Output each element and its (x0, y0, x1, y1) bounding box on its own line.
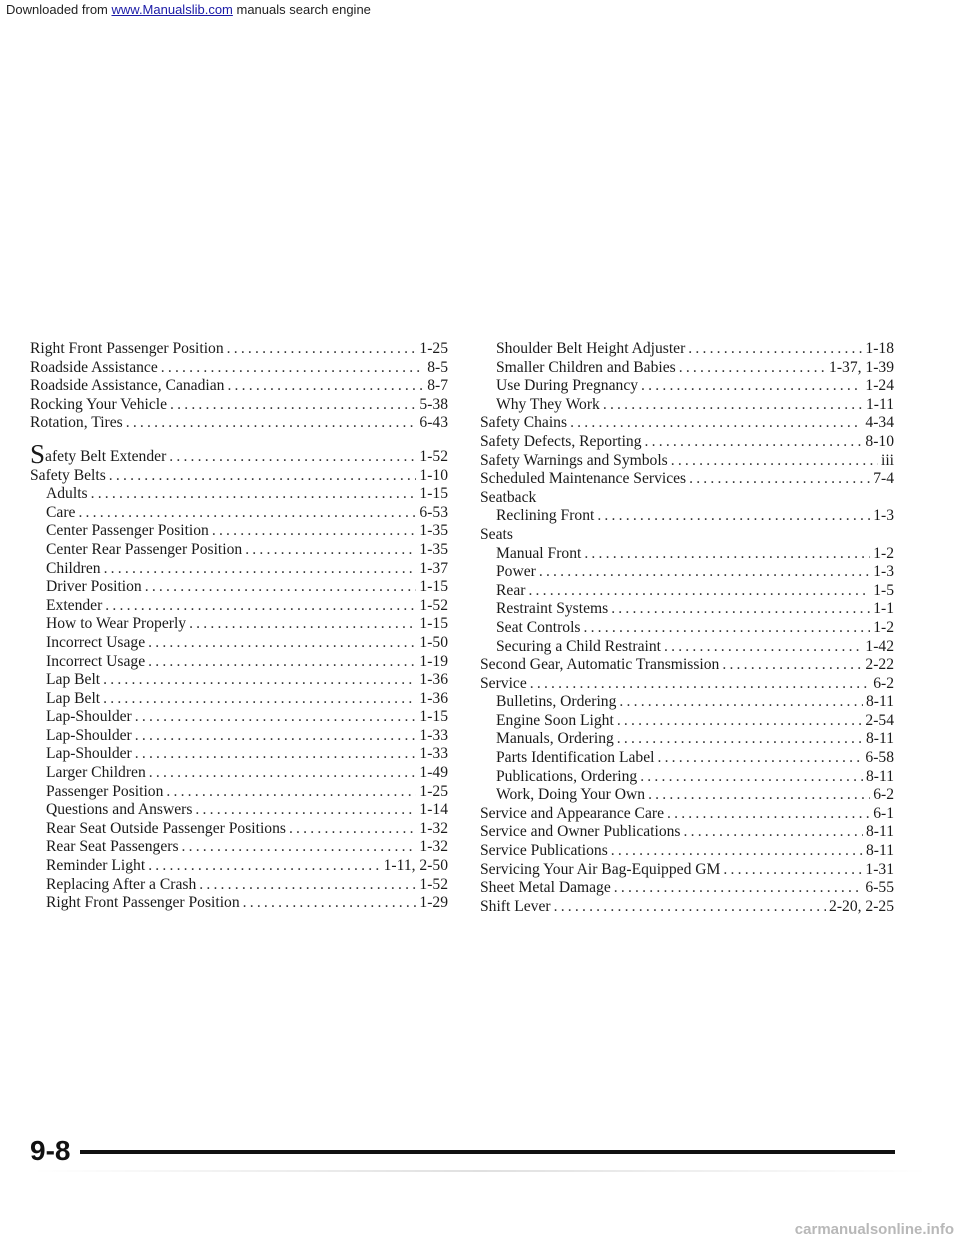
index-entry-label: Right Front Passenger Position (30, 340, 224, 357)
index-entry-page: 1-42 (865, 637, 894, 655)
index-entry-page: 1-15 (419, 615, 448, 633)
index-entry (480, 433, 894, 452)
index-entry-page: 1-15 (419, 708, 448, 726)
index-entry-label: Bulletins, Ordering (496, 693, 617, 711)
index-entry-page: 8-11 (865, 767, 894, 785)
index-entry-page: 1-52 (419, 447, 448, 465)
dot-leader (109, 467, 417, 486)
index-entry (480, 823, 894, 842)
index-entry-page: 1-2 (873, 544, 894, 562)
index-entry-label: Lap-Shoulder (46, 708, 132, 726)
index-entry-page: 1-49 (419, 764, 448, 782)
section-gap (30, 433, 448, 445)
dot-leader (617, 712, 863, 731)
index-entry (30, 445, 448, 467)
index-entry-label: How to Wear Properly (46, 615, 187, 633)
index-entry-label: Reminder Light (46, 857, 146, 875)
index-entry-page: 1-10 (419, 466, 448, 484)
footer-divider-shadow (30, 1170, 930, 1172)
index-entry (480, 842, 894, 861)
index-entry (30, 504, 448, 523)
index-entry-label: Extender (46, 596, 103, 614)
index-entry-label: Seats (480, 525, 513, 543)
dot-leader (103, 671, 416, 690)
index-entry-page: 6-1 (873, 804, 894, 822)
dot-leader (570, 414, 862, 433)
index-entry (480, 582, 894, 601)
section-initial-letter: S (30, 444, 46, 467)
index-entry (30, 876, 448, 895)
index-entry-page: 1-37 (419, 559, 448, 577)
index-entry (30, 783, 448, 802)
index-entry-label: Passenger Position (46, 782, 164, 800)
index-entry-page: 2-54 (865, 711, 894, 729)
index-entry-page: 1-5 (873, 581, 894, 599)
dot-leader (667, 805, 870, 824)
index-entry (480, 693, 894, 712)
index-entry-label: Securing a Child Restraint (496, 637, 662, 655)
index-entry-label: Roadside Assistance, Canadian (30, 377, 225, 395)
index-entry-label: Questions and Answers (46, 801, 193, 819)
index-entry (480, 730, 894, 749)
index-entry-label: Use During Pregnancy (496, 377, 639, 395)
index-entry (30, 597, 448, 616)
index-entry-page: 1-3 (873, 507, 894, 525)
index-entry-label: Lap-Shoulder (46, 726, 132, 744)
index-entry-label: Service Publications (480, 842, 608, 860)
index-entry-label: Safety Belts (30, 466, 106, 484)
index-entry-page: 8-11 (865, 693, 894, 711)
dot-leader (243, 894, 417, 913)
index-entry-label: Servicing Your Air Bag-Equipped GM (480, 860, 721, 878)
index-entry (30, 578, 448, 597)
index-entry-label: Smaller Children and Babies (496, 358, 676, 376)
dot-leader (212, 522, 417, 541)
index-entry-label: Adults (46, 485, 88, 503)
index-entry-page: 6-2 (873, 674, 894, 692)
index-entry-page: 1-2 (873, 618, 894, 636)
dot-leader (723, 861, 862, 880)
index-entry (480, 507, 894, 526)
index-entry (480, 526, 894, 545)
dot-leader (189, 615, 416, 634)
dot-leader (148, 857, 380, 876)
index-entry-label: Safety Chains (480, 414, 568, 432)
index-entry-label: Work, Doing Your Own (496, 786, 646, 804)
dot-leader (611, 600, 870, 619)
index-entry-page: 1-33 (419, 726, 448, 744)
index-entry-page: 7-4 (873, 470, 894, 488)
dot-leader (603, 396, 863, 415)
dot-leader (583, 619, 870, 638)
index-entry-label: Care (46, 503, 76, 521)
index-entry-label: Why They Work (496, 395, 600, 413)
index-entry-page: iii (881, 451, 894, 469)
index-entry-label: Engine Soon Light (496, 711, 614, 729)
index-entry (480, 786, 894, 805)
index-entry (30, 541, 448, 560)
dot-leader (684, 823, 863, 842)
dot-leader (170, 396, 416, 415)
index-entry (480, 749, 894, 768)
index-entry-label: Incorrect Usage (46, 633, 146, 651)
index-entry-label: Service and Appearance Care (480, 804, 664, 822)
index-entry (30, 764, 448, 783)
index-entry-label: Service (480, 674, 527, 692)
index-entry (30, 396, 448, 415)
index-entry-page: 1-25 (419, 782, 448, 800)
index-entry-label: Rear Seat Passengers (46, 838, 179, 856)
index-entry-label: Manuals, Ordering (496, 730, 614, 748)
dot-leader (528, 582, 870, 601)
dot-leader (161, 359, 424, 378)
index-entry (480, 768, 894, 787)
index-entry (480, 675, 894, 694)
index-entry-page: 1-19 (419, 652, 448, 670)
dot-leader (126, 414, 417, 433)
dot-leader (105, 597, 416, 616)
dot-leader (617, 730, 863, 749)
dot-leader (104, 560, 417, 579)
index-column-right (480, 340, 894, 916)
index-entry-page: 1-32 (419, 819, 448, 837)
watermark-text: carmanualsonline.info (794, 1221, 954, 1238)
index-entry-page: 4-34 (865, 414, 894, 432)
dot-leader (245, 541, 416, 560)
dot-leader (539, 563, 870, 582)
index-entry-label: Seatback (480, 488, 537, 506)
dot-leader (597, 507, 870, 526)
index-entry-page: 1-25 (419, 340, 448, 357)
index-entry-page: 2-20, 2-25 (829, 897, 894, 915)
index-entry (480, 879, 894, 898)
index-entry-page: 1-11, 2-50 (383, 857, 448, 875)
index-entry-page: 6-43 (419, 414, 448, 432)
index-entry-page: 1-1 (873, 600, 894, 618)
index-entry (30, 727, 448, 746)
dot-leader (648, 786, 870, 805)
index-entry-label: Scheduled Maintenance Services (480, 470, 687, 488)
index-entry-page: 8-10 (865, 432, 894, 450)
dot-leader (135, 745, 417, 764)
index-entry-label: Second Gear, Automatic Transmission (480, 656, 720, 674)
index-entry (30, 359, 448, 378)
index-entry (30, 414, 448, 433)
index-entry-label: Parts Identification Label (496, 749, 655, 767)
dot-leader (169, 448, 416, 467)
dot-leader (640, 768, 863, 787)
index-entry (480, 396, 894, 415)
dot-leader (227, 377, 424, 396)
index-entry (30, 485, 448, 504)
index-entry-page: 8-5 (427, 358, 448, 376)
dot-leader (289, 820, 416, 839)
index-entry (30, 894, 448, 913)
index-entry-label: Shoulder Belt Height Adjuster (496, 340, 686, 357)
index-entry (30, 653, 448, 672)
index-entry-page: 1-36 (419, 689, 448, 707)
index-entry-label: Rotation, Tires (30, 414, 123, 432)
dot-leader (611, 842, 863, 861)
dot-leader (195, 801, 416, 820)
manualslib-link[interactable]: www.Manualslib.com (111, 2, 233, 17)
index-entry-page: 1-11 (865, 395, 894, 413)
header-suffix: manuals search engine (232, 2, 371, 17)
index-entry (480, 656, 894, 675)
index-entry-page: 8-11 (865, 730, 894, 748)
index-entry-label: Seat Controls (496, 618, 581, 636)
index-entry-label: Sheet Metal Damage (480, 879, 611, 897)
index-entry-page: 1-36 (419, 671, 448, 689)
index-entry (30, 708, 448, 727)
dot-leader (148, 634, 416, 653)
index-entry-page: 8-11 (865, 842, 894, 860)
dot-leader (91, 485, 417, 504)
dot-leader (135, 727, 417, 746)
index-entry-page: 1-50 (419, 633, 448, 651)
index-entry-page: 2-22 (865, 656, 894, 674)
index-entry (30, 522, 448, 541)
index-entry (30, 801, 448, 820)
index-entry (480, 340, 894, 359)
dot-leader (199, 876, 416, 895)
index-entry (30, 671, 448, 690)
index-entry-label: Reclining Front (496, 507, 595, 525)
index-entry-label: Service and Owner Publications (480, 823, 681, 841)
index-entry (480, 359, 894, 378)
index-entry-label: Power (496, 563, 536, 581)
dot-leader (688, 340, 862, 359)
index-entry (480, 861, 894, 880)
index-entry (480, 712, 894, 731)
index-entry-page: 6-53 (419, 503, 448, 521)
index-entry-page: 1-31 (865, 860, 894, 878)
dot-leader (135, 708, 417, 727)
index-entry (30, 377, 448, 396)
index-entry-label: Lap-Shoulder (46, 745, 132, 763)
dot-leader (584, 545, 870, 564)
index-entry (480, 563, 894, 582)
index-entry-page: 6-58 (865, 749, 894, 767)
index-entry-page: 1-14 (419, 801, 448, 819)
index-entry-page: 1-15 (419, 578, 448, 596)
index-entry (30, 560, 448, 579)
index-entry-label: Roadside Assistance (30, 358, 158, 376)
index-entry-label: Children (46, 559, 101, 577)
index-entry (480, 805, 894, 824)
dot-leader (657, 749, 862, 768)
download-header (6, 2, 371, 17)
index-entry-page: 1-33 (419, 745, 448, 763)
index-entry-page: 1-52 (419, 596, 448, 614)
dot-leader (614, 879, 863, 898)
index-entry-label: Rear Seat Outside Passenger Positions (46, 819, 286, 837)
dot-leader (679, 359, 826, 378)
index-entry-label: Rocking Your Vehicle (30, 395, 168, 413)
index-entry (480, 898, 894, 917)
index-entry-page: 1-18 (865, 340, 894, 357)
index-entry-page: 1-35 (419, 540, 448, 558)
index-entry (480, 619, 894, 638)
index-entry-page: 1-35 (419, 522, 448, 540)
header-prefix: Downloaded from (6, 2, 112, 17)
index-entry (480, 452, 894, 471)
index-entry-label: Right Front Passenger Position (46, 894, 240, 912)
dot-leader (227, 340, 417, 359)
index-entry-page: 1-29 (419, 894, 448, 912)
index-entry-label: Center Rear Passenger Position (46, 540, 243, 558)
index-entry (480, 414, 894, 433)
index-entry-label: Replacing After a Crash (46, 875, 197, 893)
index-entry (30, 745, 448, 764)
index-entry (30, 634, 448, 653)
dot-leader (641, 377, 862, 396)
index-entry-label: Manual Front (496, 544, 582, 562)
index-entry-page: 1-37, 1-39 (829, 358, 894, 376)
dot-leader (671, 452, 878, 471)
dot-leader (722, 656, 862, 675)
index-entry-page: 1-24 (865, 377, 894, 395)
dot-leader (645, 433, 863, 452)
index-entry (480, 489, 894, 508)
index-entry-label: Restraint Systems (496, 600, 609, 618)
dot-leader (149, 764, 417, 783)
index-entry-label: Incorrect Usage (46, 652, 146, 670)
dot-leader (103, 690, 416, 709)
dot-leader (619, 693, 863, 712)
dot-leader (148, 653, 416, 672)
index-entry (480, 545, 894, 564)
index-entry (480, 600, 894, 619)
dot-leader (664, 638, 862, 657)
footer-rule (80, 1150, 895, 1154)
index-entry-page: 5-38 (419, 395, 448, 413)
index-entry-page: 1-15 (419, 485, 448, 503)
index-entry-label (30, 445, 166, 467)
index-entry-page: 8-7 (427, 377, 448, 395)
dot-leader (182, 838, 417, 857)
index-entry-label: Rear (496, 581, 526, 599)
dot-leader (145, 578, 417, 597)
index-entry-label: Shift Lever (480, 897, 551, 915)
index-entry (30, 838, 448, 857)
index-entry-page: 1-3 (873, 563, 894, 581)
index-entry-label: Driver Position (46, 578, 142, 596)
index-entry-label-rest: afety Belt Extender (45, 447, 167, 465)
index-entry-label: Safety Defects, Reporting (480, 432, 642, 450)
dot-leader (554, 898, 826, 917)
index-entry (30, 340, 448, 359)
index-entry (30, 690, 448, 709)
page-number: 9-8 (30, 1135, 71, 1166)
index-entry-label: Safety Warnings and Symbols (480, 451, 668, 469)
dot-leader (689, 470, 870, 489)
index-entry (30, 615, 448, 634)
dot-leader (530, 675, 870, 694)
index-entry-label: Publications, Ordering (496, 767, 638, 785)
dot-leader (166, 783, 416, 802)
index-entry (30, 820, 448, 839)
index-entry-page: 1-52 (419, 875, 448, 893)
index-entry-page: 1-32 (419, 838, 448, 856)
index-entry-label: Lap Belt (46, 689, 101, 707)
dot-leader (78, 504, 416, 523)
index-entry (480, 470, 894, 489)
index-entry-label: Center Passenger Position (46, 522, 209, 540)
index-column-left (30, 340, 448, 913)
index-entry (30, 857, 448, 876)
index-entry-label: Lap Belt (46, 671, 101, 689)
index-entry-label: Larger Children (46, 764, 146, 782)
index-entry (480, 638, 894, 657)
index-entry (480, 377, 894, 396)
index-entry-page: 6-55 (865, 879, 894, 897)
index-entry-page: 6-2 (873, 786, 894, 804)
index-entry (30, 467, 448, 486)
index-entry-page: 8-11 (865, 823, 894, 841)
